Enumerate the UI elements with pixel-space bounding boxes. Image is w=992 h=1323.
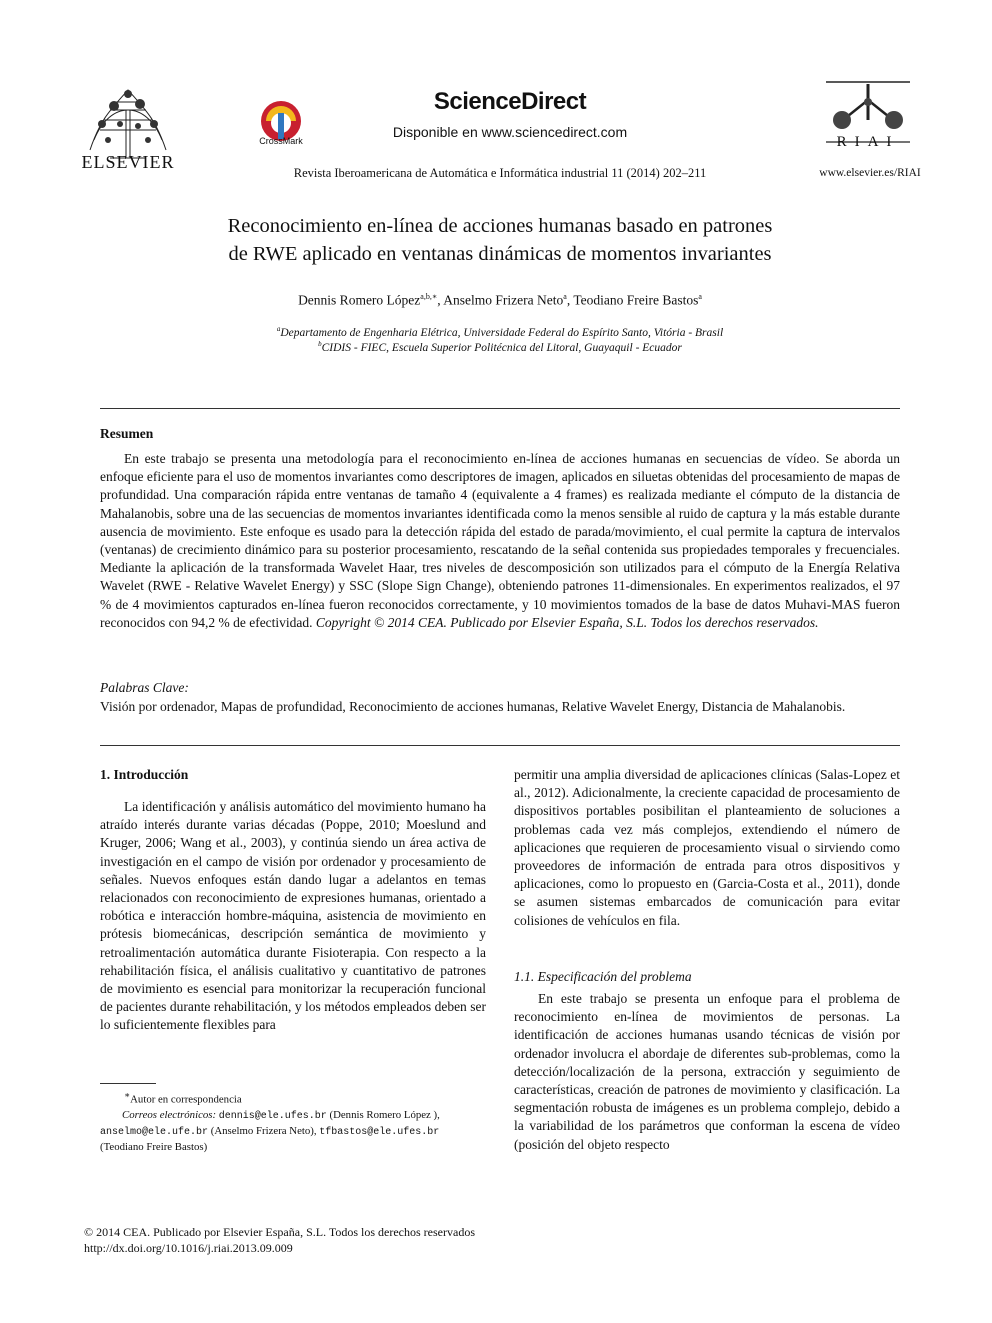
footnote-emails-label: Correos electrónicos: bbox=[122, 1108, 217, 1121]
top-divider bbox=[100, 408, 900, 409]
footnote bbox=[100, 1088, 486, 1155]
abstract-heading: Resumen bbox=[100, 426, 154, 441]
sciencedirect-title[interactable]: ScienceDirect bbox=[433, 88, 587, 115]
page-footer bbox=[84, 1224, 684, 1256]
abstract-copyright: Copyright © 2014 CEA. Publicado por Elsevier España, S.L. Todos los derechos reservados. bbox=[315, 614, 819, 630]
abstract-body bbox=[100, 450, 900, 632]
sciencedirect-subtitle: Disponible en www.sciencedirect.com bbox=[392, 124, 628, 140]
email-link[interactable]: dennis@ele.ufes.br bbox=[218, 1110, 327, 1122]
email-link[interactable]: tfbastos@ele.ufes.br bbox=[319, 1126, 440, 1138]
author-affil-mark: a,b,∗ bbox=[420, 292, 438, 301]
riai-name: RIAI bbox=[836, 134, 900, 150]
email-owner: (Teodiano Freire Bastos) bbox=[100, 1140, 208, 1153]
footnote-divider bbox=[100, 1083, 156, 1084]
footnote-corresponding: Autor en correspondencia bbox=[130, 1093, 242, 1106]
riai-url-link[interactable]: www.elsevier.es/RIAI bbox=[819, 167, 921, 179]
affiliation bbox=[100, 325, 900, 339]
footnote-mark: ∗ bbox=[124, 1090, 131, 1100]
section-1-paragraph-continued: permitir una amplia diversidad de aplicaciones clínicas (Salas-Lopez et al., 2012). Adicionalmente, la creciente capacidad de procesamiento de dispositivos portables posibilitan el planteamiento de soluciones a problemas cada vez más complejos, extendiendo el número de aplicaciones que requieren de procesamiento visual o sirviendo como proveedores de información de entrada para otros dispositivos y aplicaciones, como lo propuesto en (Garcia-Costa et al., 2011), donde se asumen sistemas embarcados de comunicación para evitar colisiones de vehículos en fila. bbox=[514, 767, 900, 928]
footer-doi-link[interactable]: http://dx.doi.org/10.1016/j.riai.2013.09.009 bbox=[84, 1241, 293, 1255]
subsection-heading: 1.1. Especificación del problema bbox=[514, 969, 692, 984]
author-name: Anselmo Frizera Neto bbox=[443, 292, 564, 308]
subsection-1-1-paragraph: En este trabajo se presenta un enfoque para el problema de reconocimiento en-línea de movimientos de personas. La identificación de acciones humanas usando técnicas de visión por ordenador involucra el abordaje de diferentes sub-problemas, como la detección/localización de la persona, extracción y seguimiento de características, creación de patrones de movimiento y clasificación. La segmentación robusta de imágenes es un problema complejo, debido a la variabilidad de los parámetros que conforman la escena de vídeo (posición del objeto respecto bbox=[514, 991, 900, 1152]
footer-copyright: © 2014 CEA. Publicado por Elsevier España, S.L. Todos los derechos reservados bbox=[84, 1225, 475, 1239]
author-separator: , bbox=[437, 292, 444, 308]
author-separator: , bbox=[566, 292, 574, 308]
author-name: Dennis Romero López bbox=[298, 292, 421, 308]
section-heading: 1. Introducción bbox=[100, 767, 189, 782]
author-affil-mark: a bbox=[698, 292, 702, 301]
publisher-name: ELSEVIER bbox=[81, 152, 175, 172]
email-owner: (Anselmo Frizera Neto), bbox=[208, 1124, 320, 1137]
title-line-1: Reconocimiento en-línea de acciones humanas basado en patrones bbox=[227, 215, 773, 237]
affiliation-text: CIDIS - FIEC, Escuela Superior Politécnica del Litoral, Guayaquil - Ecuador bbox=[321, 341, 682, 354]
affiliation bbox=[100, 340, 900, 354]
journal-citation: Revista Iberoamericana de Automática e Informática industrial 11 (2014) 202–211 bbox=[293, 166, 707, 180]
affiliation-mark: a bbox=[276, 325, 281, 333]
author-list bbox=[100, 292, 900, 309]
email-link[interactable]: anselmo@ele.ufe.br bbox=[100, 1126, 209, 1138]
author-affil-mark: a bbox=[563, 292, 567, 301]
section-1-heading bbox=[100, 766, 486, 784]
abstract-text: En este trabajo se presenta una metodología para el reconocimiento en-línea de acciones humanas en secuencias de vídeo. Se aborda un enfoque eficiente para el uso de momentos invariantes como descriptores de imagen, aplicados en siluetas obtenidas del procesamiento de mapas de profundidad. Una comparación rápida entre ventanas de tamaño 4 (equivalente a 4 frames) es realizada mediante el cómputo de la distancia de Mahalanobis, sobre una de las secuencias de momentos invariantes identificada como la menos sensible al ruido de captura y la más estable durante ausencia de movimiento. Este enfoque es usado para la detección rápida del estado de parada/movimiento, el cual permite la captura de intervalos (ventanas) de crecimiento dinámico para su posterior procesamiento, rescatando de la señal contenida sus propiedades temporales y frecuenciales. Mediante la aplicación de la transformada Wavelet Haar, tres niveles de descomposición son utilizados para el cómputo de la Energía Relativa Wavelet (RWE - Relative Wavelet Energy) y SSC (Slope Sign Change), obteniendo patrones 11-dimensionales. En experimentos realizados, el 97 % de 4 movimientos capturados en-línea fueron reconocidos correctamente, y 10 movimientos tomados de la base de datos Muhavi-MAS fueron reconocidos con 94,2 % de efectividad. bbox=[100, 451, 900, 630]
abstract-divider bbox=[100, 745, 900, 746]
article-title bbox=[100, 212, 900, 268]
keywords-heading: Palabras Clave: bbox=[100, 680, 189, 695]
keywords-list: Visión por ordenador, Mapas de profundidad, Reconocimiento de acciones humanas, Relative Wavelet Energy, Distancia de Mahalanobis. bbox=[100, 699, 846, 714]
title-line-2: de RWE aplicado en ventanas dinámicas de momentos invariantes bbox=[228, 243, 772, 265]
email-owner: (Dennis Romero López ), bbox=[326, 1108, 440, 1121]
affiliation-text: Departamento de Engenharia Elétrica, Universidade Federal do Espírito Santo, Vitória - Brasil bbox=[280, 326, 724, 339]
affiliation-mark: b bbox=[318, 340, 322, 348]
author-name: Teodiano Freire Bastos bbox=[573, 292, 699, 308]
section-1-paragraph: La identificación y análisis automático del movimiento humano ha atraído interés durante varias décadas (Poppe, 2010; Moeslund and Kruger, 2006; Wang et al., 2003), y continúa siendo un área activa de investigación en el campo de visión por ordenador y procesamiento de señales. Nuevos enfoques están dando lugar a adelantos en temas relacionados con reconocimiento de expresiones humanas, orientado a robótica e interacción hombre-máquina, asistencia de movimiento en prótesis biomecánicas, descripción semántica de movimiento y retroalimentación automática durante Fisioterapia. Con respecto a la rehabilitación física, el análisis cualitativo y cuantitativo de patrones de movimiento es esencial para monitorizar la recuperación funcional de pacientes durante rehabilitación, y los métodos empleados deben ser lo suficientemente flexibles para bbox=[100, 799, 486, 1033]
subsection-1-1-heading bbox=[514, 968, 900, 986]
crossmark-label[interactable]: CrossMark bbox=[259, 136, 303, 146]
